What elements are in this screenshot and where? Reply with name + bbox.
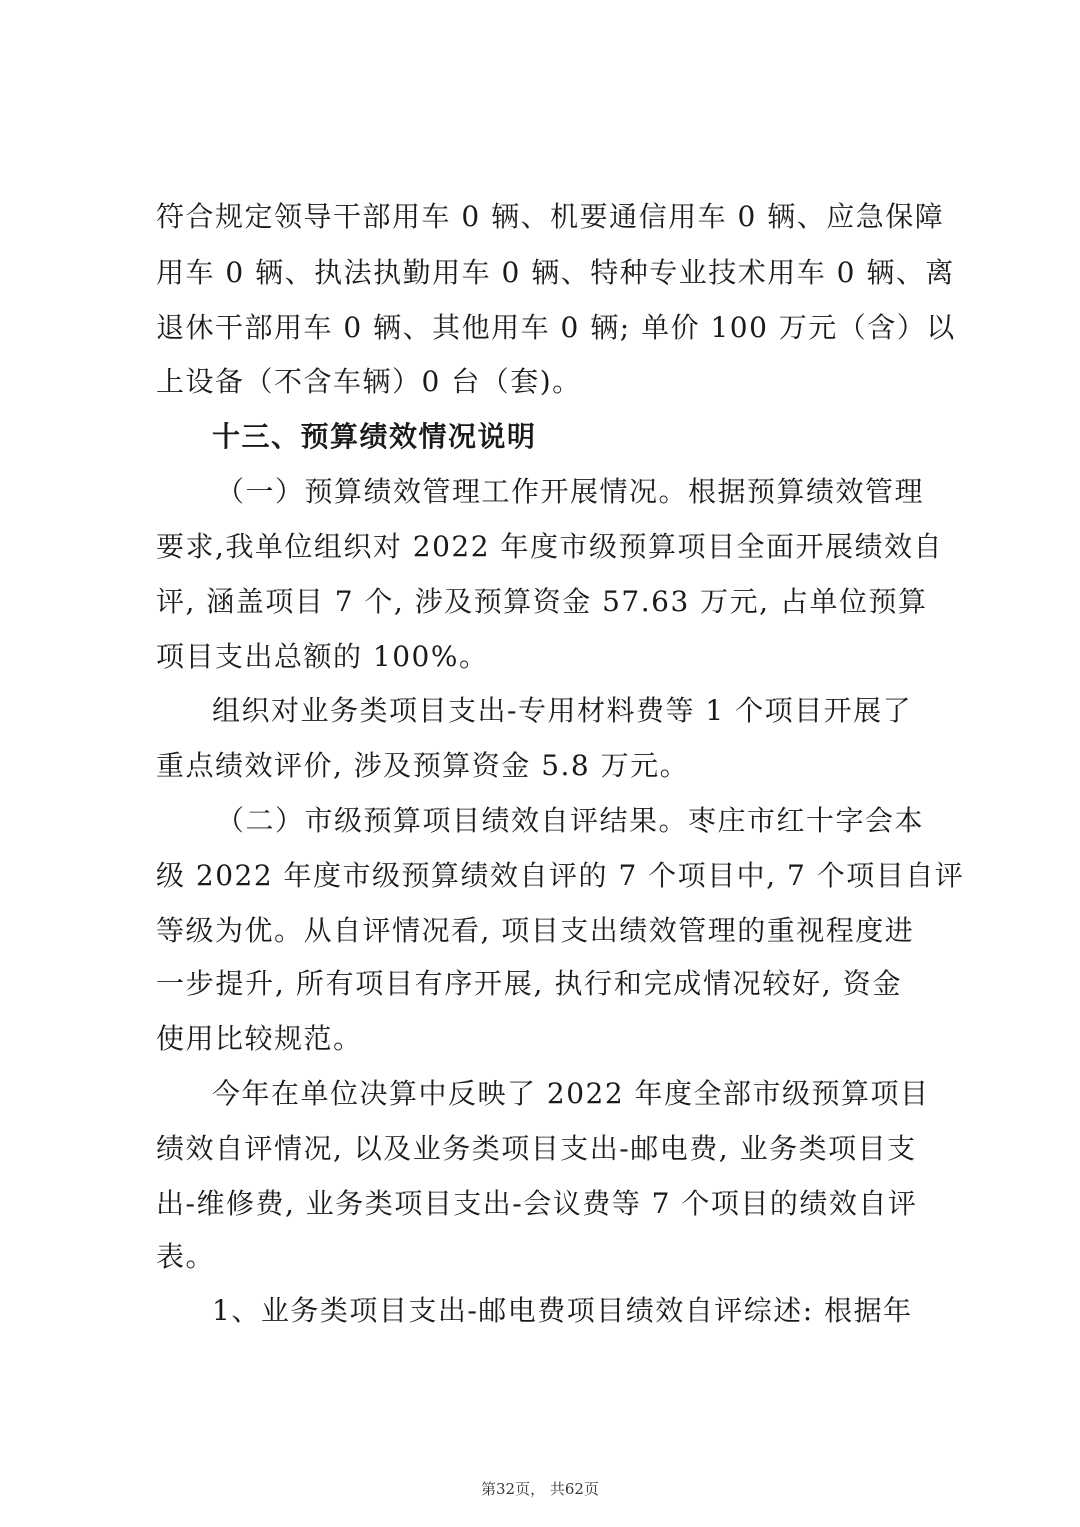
paragraph-line: 一步提升, 所有项目有序开展, 执行和完成情况较好, 资金: [156, 967, 902, 1000]
section-heading: 十三、预算绩效情况说明: [212, 420, 537, 453]
paragraph-line: 组织对业务类项目支出-专用材料费等 1 个项目开展了: [212, 694, 913, 727]
paragraph-line: 符合规定领导干部用车 0 辆、机要通信用车 0 辆、应急保障: [156, 200, 945, 233]
paragraph-line: 绩效自评情况, 以及业务类项目支出-邮电费, 业务类项目支: [156, 1132, 917, 1165]
paragraph-line: 表。: [156, 1240, 216, 1273]
page-number-footer: 第32页， 共62页: [481, 1480, 599, 1498]
paragraph-line: 项目支出总额的 100%。: [156, 640, 489, 673]
paragraph-line: 1、业务类项目支出-邮电费项目绩效自评综述: 根据年: [212, 1294, 913, 1327]
paragraph-line: 级 2022 年度市级预算绩效自评的 7 个项目中, 7 个项目自评: [156, 859, 965, 892]
paragraph-line: 使用比较规范。: [156, 1022, 363, 1055]
paragraph-line: （二）市级预算项目绩效自评结果。枣庄市红十字会本: [216, 804, 925, 837]
paragraph-line: 今年在单位决算中反映了 2022 年度全部市级预算项目: [212, 1077, 930, 1110]
paragraph-line: 等级为优。从自评情况看, 项目支出绩效管理的重视程度进: [156, 914, 915, 947]
paragraph-line: 重点绩效评价, 涉及预算资金 5.8 万元。: [156, 749, 690, 782]
paragraph-line: 要求,我单位组织对 2022 年度市级预算项目全面开展绩效自: [156, 530, 943, 563]
paragraph-line: （一）预算绩效管理工作开展情况。根据预算绩效管理: [216, 475, 925, 508]
paragraph-line: 评, 涵盖项目 7 个, 涉及预算资金 57.63 万元, 占单位预算: [156, 585, 928, 618]
paragraph-line: 用车 0 辆、执法执勤用车 0 辆、特种专业技术用车 0 辆、离: [156, 256, 955, 289]
paragraph-line: 上设备（不含车辆）0 台（套)。: [156, 365, 582, 398]
paragraph-line: 出-维修费, 业务类项目支出-会议费等 7 个项目的绩效自评: [156, 1187, 918, 1220]
paragraph-line: 退休干部用车 0 辆、其他用车 0 辆; 单价 100 万元（含）以: [156, 311, 956, 344]
